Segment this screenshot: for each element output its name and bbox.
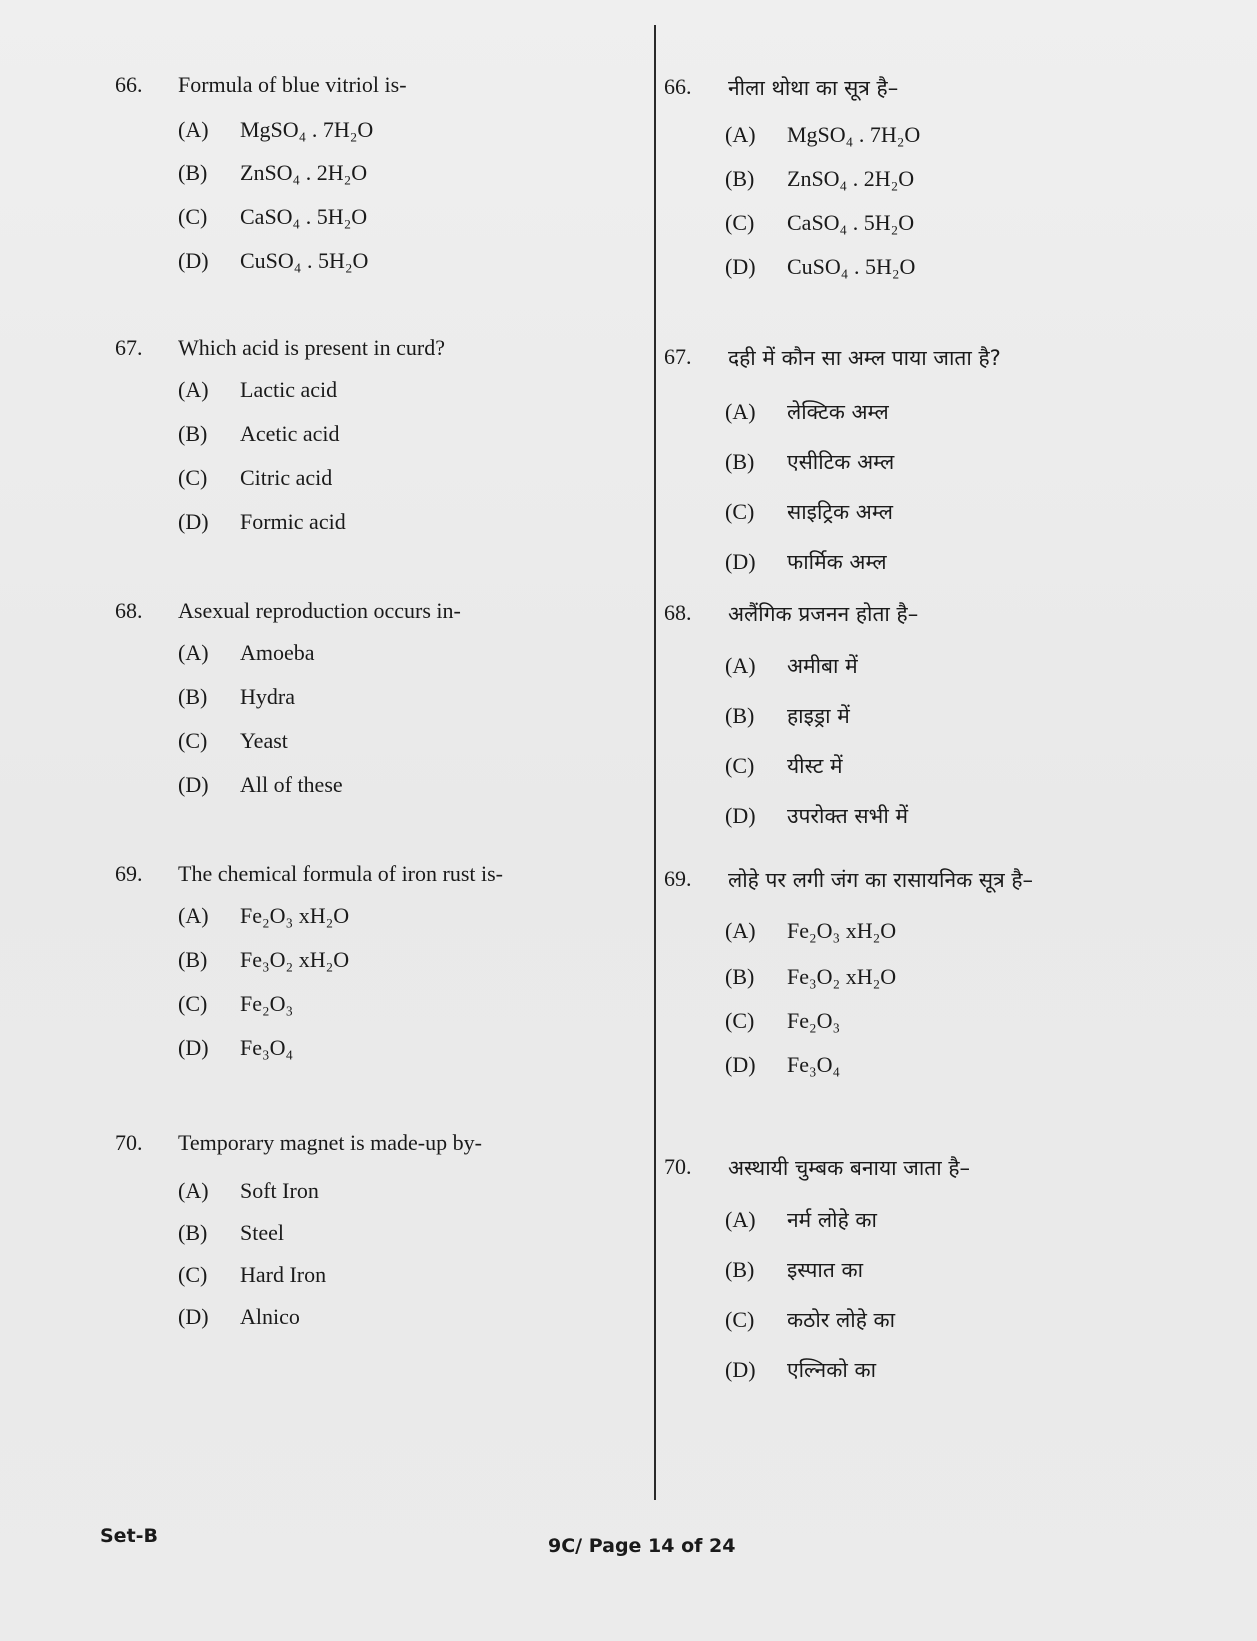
hindi-option [725, 652, 858, 680]
option-label: (B) [725, 166, 755, 191]
option-text: उपरोक्त सभी में [787, 804, 908, 828]
option-label: (A) [178, 117, 209, 142]
hindi-question-number: 68. [664, 600, 692, 625]
option-text: लेक्टिक अम्ल [787, 400, 889, 424]
hindi-question-number: 69. [664, 866, 692, 891]
option-text: Fe₃O₄ [787, 1052, 841, 1077]
option-text: अमीबा में [787, 654, 858, 678]
option-label: (D) [178, 772, 209, 797]
english-question-number: 68. [115, 598, 143, 623]
hindi-question-text: नीला थोथा का सूत्र है– [728, 76, 899, 100]
english-question-number: 67. [115, 335, 143, 360]
option-text: Fe₂O₃ [787, 1008, 841, 1033]
option-label: (B) [178, 160, 208, 185]
english-question-text: Formula of blue vitriol is- [178, 72, 407, 97]
option-text: Lactic acid [240, 377, 338, 402]
english-question-text: The chemical formula of iron rust is- [178, 861, 504, 886]
option-text: Alnico [240, 1304, 300, 1329]
hindi-option [725, 1206, 877, 1234]
option-label: (A) [178, 903, 209, 928]
option-label: (D) [178, 1304, 209, 1329]
hindi-option [725, 1052, 840, 1078]
english-question-text: Temporary magnet is made-up by- [178, 1130, 482, 1155]
english-option [178, 204, 367, 230]
option-label: (A) [725, 1207, 756, 1232]
english-option [178, 1035, 293, 1061]
option-text: CuSO₄ . 5H₂O [787, 254, 916, 279]
option-text: Yeast [240, 728, 288, 753]
english-option [178, 248, 368, 274]
page-number: 9C/ Page 14 of 24 [548, 1535, 736, 1557]
option-text: फार्मिक अम्ल [787, 550, 887, 574]
option-label: (B) [178, 421, 208, 446]
option-text: Formic acid [240, 509, 346, 534]
hindi-option [725, 1256, 863, 1284]
option-label: (D) [178, 1035, 209, 1060]
option-label: (B) [725, 964, 755, 989]
option-label: (D) [725, 803, 756, 828]
option-text: इस्पात का [787, 1258, 864, 1282]
option-text: Fe₂O₃ xH₂O [787, 918, 897, 943]
hindi-question-text: दही में कौन सा अम्ल पाया जाता है? [728, 346, 1001, 370]
option-text: Soft Iron [240, 1178, 319, 1203]
english-question-text: Which acid is present in curd? [178, 335, 445, 360]
option-label: (B) [725, 703, 755, 728]
option-label: (B) [725, 1257, 755, 1282]
hindi-question-number: 66. [664, 74, 692, 99]
hindi-question-text: अस्थायी चुम्बक बनाया जाता है– [728, 1156, 971, 1180]
option-label: (C) [725, 1307, 755, 1332]
option-text: CaSO₄ . 5H₂O [787, 210, 915, 235]
option-text: Steel [240, 1220, 284, 1245]
option-label: (A) [178, 1178, 209, 1203]
english-option [178, 1178, 319, 1204]
option-label: (D) [725, 549, 756, 574]
option-text: Acetic acid [240, 421, 340, 446]
hindi-option [725, 210, 914, 236]
option-label: (D) [178, 248, 209, 273]
english-question-number: 66. [115, 72, 143, 97]
english-option [178, 1220, 284, 1246]
option-label: (C) [725, 753, 755, 778]
hindi-question-number: 67. [664, 344, 692, 369]
option-text: Amoeba [240, 640, 315, 665]
option-text: ZnSO₄ . 2H₂O [240, 160, 368, 185]
option-text: हाइड्रा में [787, 704, 850, 728]
english-option [178, 947, 349, 973]
hindi-question-number: 70. [664, 1154, 692, 1179]
option-label: (B) [725, 449, 755, 474]
hindi-option [725, 702, 850, 730]
hindi-option [725, 1306, 895, 1334]
option-text: साइट्रिक अम्ल [787, 500, 893, 524]
option-text: Hydra [240, 684, 295, 709]
hindi-option [725, 498, 893, 526]
english-option [178, 640, 315, 666]
option-text: कठोर लोहे का [787, 1308, 896, 1332]
english-option [178, 1262, 326, 1288]
option-text: MgSO₄ . 7H₂O [787, 122, 921, 147]
option-text: All of these [240, 772, 343, 797]
option-text: नर्म लोहे का [787, 1208, 877, 1232]
option-text: CaSO₄ . 5H₂O [240, 204, 368, 229]
english-option [178, 117, 373, 143]
option-label: (C) [178, 1262, 208, 1287]
english-option [178, 991, 293, 1017]
option-text: MgSO₄ . 7H₂O [240, 117, 374, 142]
option-text: Fe₃O₂ xH₂O [787, 964, 897, 989]
english-question-number: 69. [115, 861, 143, 886]
hindi-question-text: अलैंगिक प्रजनन होता है– [728, 602, 919, 626]
option-label: (D) [178, 509, 209, 534]
hindi-option [725, 752, 843, 780]
option-label: (A) [725, 399, 756, 424]
option-text: Hard Iron [240, 1262, 327, 1287]
option-label: (C) [725, 499, 755, 524]
option-label: (C) [725, 210, 755, 235]
english-option [178, 509, 346, 535]
column-divider [654, 25, 656, 1500]
english-option [178, 728, 288, 754]
english-option [178, 1304, 300, 1330]
hindi-option [725, 918, 896, 944]
option-text: Fe₂O₃ xH₂O [240, 903, 350, 928]
hindi-option [725, 1356, 876, 1384]
option-label: (C) [725, 1008, 755, 1033]
option-label: (C) [178, 991, 208, 1016]
option-label: (A) [178, 640, 209, 665]
english-option [178, 903, 349, 929]
english-question-text: Asexual reproduction occurs in- [178, 598, 461, 623]
option-text: Fe₂O₃ [240, 991, 294, 1016]
english-question-number: 70. [115, 1130, 143, 1155]
option-label: (A) [725, 653, 756, 678]
hindi-option [725, 964, 896, 990]
hindi-option [725, 548, 887, 576]
option-label: (D) [725, 254, 756, 279]
option-label: (D) [725, 1052, 756, 1077]
option-text: एल्निको का [787, 1358, 877, 1382]
english-option [178, 377, 337, 403]
hindi-option [725, 398, 889, 426]
option-label: (A) [725, 122, 756, 147]
hindi-option [725, 1008, 840, 1034]
option-label: (B) [178, 684, 208, 709]
hindi-option [725, 448, 894, 476]
option-label: (B) [178, 947, 208, 972]
english-option [178, 684, 295, 710]
english-option [178, 772, 343, 798]
option-text: एसीटिक अम्ल [787, 450, 895, 474]
option-label: (A) [178, 377, 209, 402]
option-label: (D) [725, 1357, 756, 1382]
option-text: ZnSO₄ . 2H₂O [787, 166, 915, 191]
hindi-option [725, 122, 920, 148]
hindi-question-text: लोहे पर लगी जंग का रासायनिक सूत्र है– [728, 868, 1034, 892]
option-text: Citric acid [240, 465, 333, 490]
hindi-option [725, 802, 908, 830]
option-text: Fe₃O₂ xH₂O [240, 947, 350, 972]
option-text: यीस्ट में [787, 754, 843, 778]
english-option [178, 465, 332, 491]
hindi-option [725, 166, 914, 192]
hindi-option [725, 254, 915, 280]
option-text: Fe₃O₄ [240, 1035, 294, 1060]
english-option [178, 160, 367, 186]
option-label: (C) [178, 465, 208, 490]
english-option [178, 421, 340, 447]
option-label: (B) [178, 1220, 208, 1245]
option-text: CuSO₄ . 5H₂O [240, 248, 369, 273]
option-label: (C) [178, 728, 208, 753]
set-label: Set-B [100, 1525, 159, 1547]
option-label: (A) [725, 918, 756, 943]
option-label: (C) [178, 204, 208, 229]
